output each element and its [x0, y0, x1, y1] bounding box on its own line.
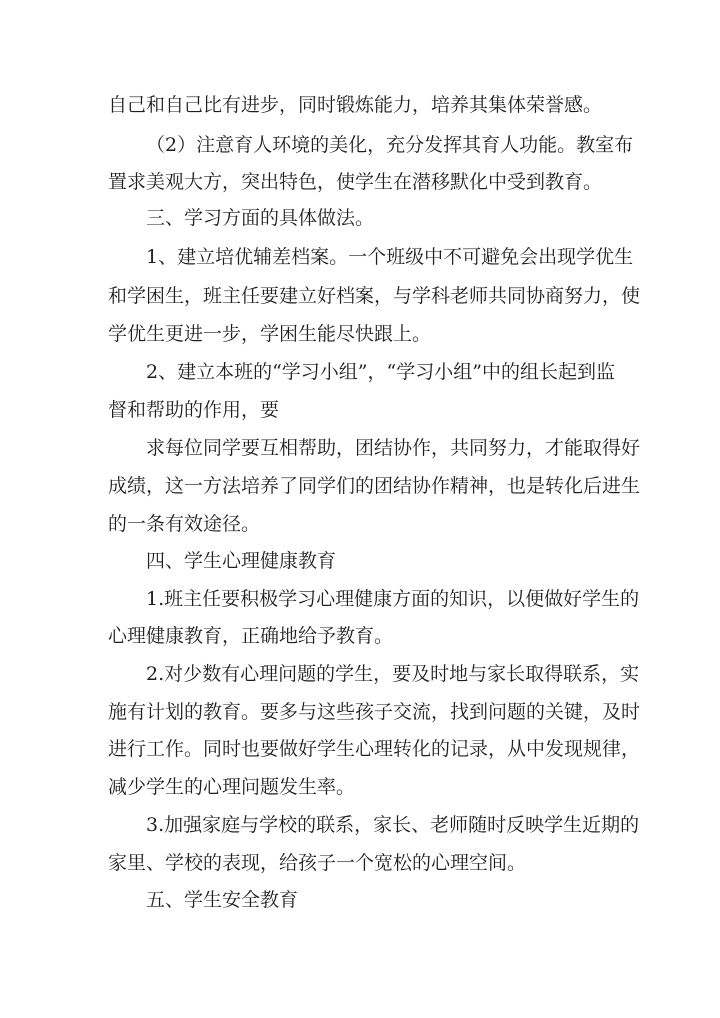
text-line: 成绩，这一方法培养了同学们的团结协作精神，也是转化后进生	[108, 475, 641, 497]
text-line: 1、建立培优辅差档案。一个班级中不可避免会出现学优生	[146, 246, 634, 268]
text-line: 1.班主任要积极学习心理健康方面的知识，以便做好学生的	[146, 588, 640, 610]
text-line: 自己和自己比有进步，同时锻炼能力，培养其集体荣誉感。	[108, 94, 603, 116]
text-line: （2）注意育人环境的美化，充分发挥其育人功能。教室布	[146, 134, 634, 156]
text-line: 减少学生的心理问题发生率。	[108, 776, 356, 798]
text-line: 家里、学校的表现，给孩子一个宽松的心理空间。	[108, 852, 527, 874]
text-line: 2.对少数有心理问题的学生，要及时地与家长取得联系，实	[146, 663, 640, 685]
text-line: 求每位同学要互相帮助，团结协作，共同努力，才能取得好	[146, 437, 641, 459]
text-line: 和学困生，班主任要建立好档案，与学科老师共同协商努力，使	[108, 285, 641, 307]
text-line: 五、学生安全教育	[146, 889, 299, 911]
text-line: 心理健康教育，正确地给予教育。	[108, 625, 394, 647]
text-line: 三、学习方面的具体做法。	[146, 207, 375, 229]
text-line: 进行工作。同时也要做好学生心理转化的记录，从中发现规律，	[108, 738, 641, 760]
text-line: 施有计划的教育。要多与这些孩子交流，找到问题的关键，及时	[108, 701, 641, 723]
text-line: 置求美观大方，突出特色，使学生在潜移默化中受到教育。	[108, 171, 603, 193]
text-line: 四、学生心理健康教育	[146, 550, 337, 572]
text-line: 2、建立本班的“学习小组”，“学习小组”中的组长起到监	[146, 361, 615, 383]
text-line: 3.加强家庭与学校的联系，家长、老师随时反映学生近期的	[146, 814, 640, 836]
text-line: 督和帮助的作用，要	[108, 399, 280, 421]
text-line: 的一条有效途径。	[108, 513, 261, 535]
text-line: 学优生更进一步，学困生能尽快跟上。	[108, 323, 432, 345]
